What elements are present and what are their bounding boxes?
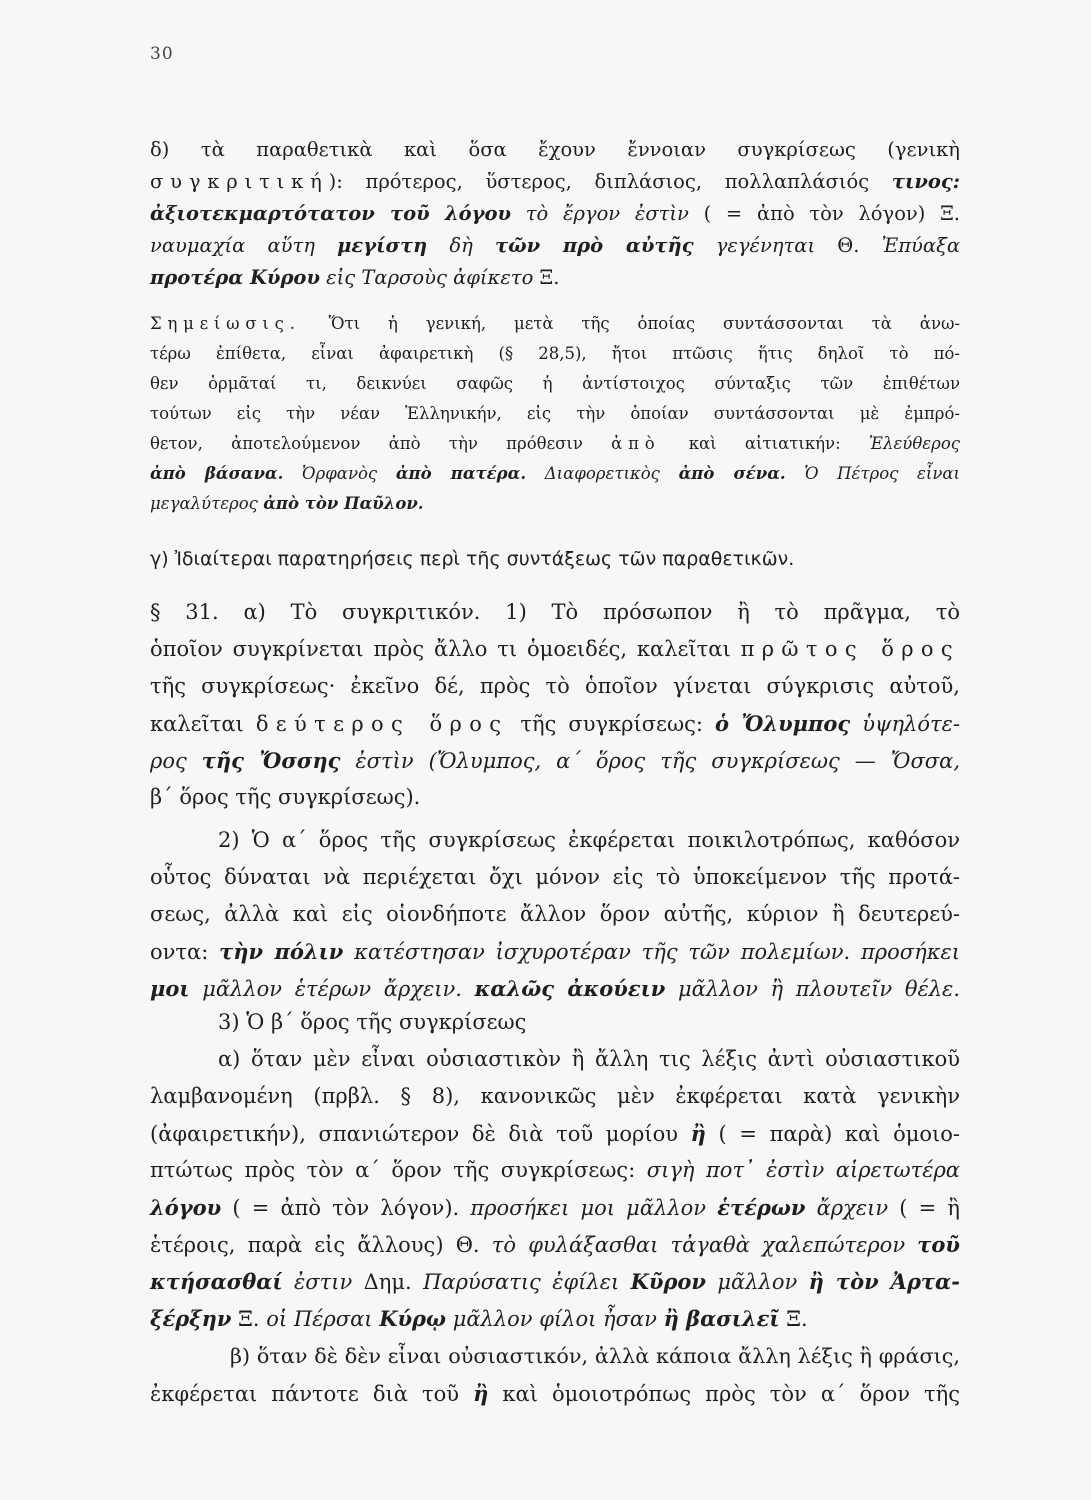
text: β) ὅταν δὲ δὲν εἶναι οὐσιαστικόν, ἀλλὰ κάποια ἄλλη λέξις ἢ φράσις, [230, 1344, 960, 1368]
note-line-7 [150, 496, 960, 513]
text: ἀπὸ [611, 434, 661, 453]
text: οντα: [150, 940, 209, 964]
sec31-line-5 [150, 750, 960, 772]
text: προτέρα Κύρου [150, 266, 320, 289]
text: ὁποῖον συγκρίνεται πρὸς ἄλλο τι ὁμοειδές, καλεῖται [150, 637, 731, 661]
text: καλεῖται [150, 712, 244, 736]
para-4-line-1 [150, 1346, 960, 1367]
text: ): πρότερος, ὕστερος, διπλάσιος, πολλαπλάσιός [328, 170, 870, 193]
note-line-4 [150, 406, 960, 423]
para-3-line-7 [150, 1234, 960, 1256]
text: τὴν πόλιν [219, 939, 344, 964]
text: ὑψηλότε- [862, 712, 960, 736]
text: Ξ. [238, 1307, 260, 1331]
text: δεύτερος ὅρος [255, 712, 509, 736]
text: (Ὄλυμπος, α΄ ὅρος τῆς συγκρίσεως — Ὄσσα, [428, 749, 960, 773]
para-3-line-9 [150, 1308, 960, 1330]
text: Δημ. [363, 1270, 412, 1294]
text: ( = ἀπὸ τὸν λόγον) Ξ. [703, 202, 961, 225]
para-2-line-4 [150, 941, 960, 963]
text: 3) Ὁ β΄ ὅρος τῆς συγκρίσεως [218, 1010, 527, 1034]
text: ( = παρὰ) καὶ ὁμοιο- [718, 1122, 960, 1146]
text: ἐκφέρεται πάντοτε διὰ τοῦ [150, 1382, 459, 1406]
text: οἱ Πέρσαι [266, 1307, 373, 1331]
para-3-line-5 [150, 1160, 960, 1181]
text: Ἐπύαξα [881, 234, 960, 257]
text: ἀπὸ πατέρα. [395, 464, 527, 483]
text: γεγένηται [715, 234, 816, 257]
text: λόγου [150, 1195, 222, 1220]
text: θετον, ἀποτελούμενον ἀπὸ τὴν πρόθεσιν [150, 434, 583, 453]
page-number: 30 [150, 44, 174, 64]
sec31-line-1 [150, 602, 960, 623]
para-d-line-3 [150, 204, 960, 224]
text: Σημείωσις. [150, 314, 301, 333]
text: ἢ [473, 1381, 489, 1406]
text: Διαφορετικὸς [544, 464, 660, 483]
text: δ) τὰ παραθετικὰ καὶ ὅσα ἔχουν ἔννοιαν συγκρίσεως (γενικὴ [150, 138, 960, 161]
sec31-line-4 [150, 713, 960, 735]
text: θεν ὁρμᾶταί τι, δεικνύει σαφῶς ἡ ἀντίστοιχος σύνταξις τῶν ἐπιθέτων [150, 374, 960, 393]
para-d-line-2 [150, 172, 960, 192]
text: Θ. [837, 234, 860, 257]
text: ( = ἀπὸ τὸν λόγον). [232, 1196, 460, 1220]
text: εἰς Ταρσοὺς ἀφίκετο [326, 266, 534, 289]
text: μεγίστη [337, 234, 428, 257]
text: μᾶλλον [717, 1270, 798, 1294]
text: ἐστὶν [355, 749, 414, 773]
text: τέρω ἐπίθετα, εἶναι ἀφαιρετικὴ (§ 28,5), ἤτοι πτῶσις ἥτις δηλοῖ τὸ πό- [150, 344, 960, 363]
para-3-line-4 [150, 1123, 960, 1145]
para-3-line-3 [150, 1086, 960, 1107]
text: ἀπὸ τὸν Παῦλον. [263, 494, 424, 513]
text: ἐστιν [293, 1270, 353, 1294]
text: Ξ. [539, 266, 560, 289]
text: λαμβανομένη (πρβλ. § 8), κανονικῶς μὲν ἐκφέρεται κατὰ γενικὴν [150, 1084, 960, 1108]
text: Ὅτι ἡ γενική, μετὰ τῆς ὁποίας συντάσσονται τὰ ἀνω- [328, 314, 961, 333]
text: σιγὴ ποτ᾽ ἐστὶν αἱρετωτέρα [646, 1158, 960, 1182]
text: τὸ ἔργον ἐστὶν [525, 202, 689, 225]
text: προσήκει μοι μᾶλλον [470, 1196, 707, 1220]
text: 1) Τὸ πρόσωπον ἢ τὸ πρᾶγμα, τὸ [505, 600, 961, 624]
text: μᾶλλον φίλοι ἦσαν [452, 1307, 657, 1331]
text: Ξ. [786, 1307, 808, 1331]
sec31-line-3 [150, 676, 960, 697]
text: ἄρχειν [816, 1196, 889, 1220]
text: ἀπὸ σένα. [678, 464, 786, 483]
text: μεγαλύτερος [150, 494, 258, 513]
text: ξέρξην [150, 1306, 232, 1331]
text: τούτων εἰς τὴν νέαν Ἑλληνικήν, εἰς τὴν ὁποίαν συντάσσονται μὲ ἐμπρό- [150, 404, 960, 423]
text: Ἐλεύθερος [868, 434, 961, 453]
text: κτήσασθαί [150, 1269, 283, 1294]
para-2-line-5 [150, 978, 960, 1000]
text: τῆς συγκρίσεως· ἐκεῖνο δέ, πρὸς τὸ ὁποῖον γίνεται σύγκρισις αὐτοῦ, [150, 674, 960, 698]
section-heading-gamma: γ) Ἰδιαίτεραι παρατηρήσεις περὶ τῆς συντάξεως τῶν παραθετικῶν. [150, 548, 795, 570]
note-line-3 [150, 376, 960, 393]
text: Ὁ Πέτρος εἶναι [804, 464, 961, 483]
text: τῶν πρὸ αὐτῆς [494, 234, 694, 257]
para-4-line-2 [150, 1383, 960, 1405]
para-3-line-8 [150, 1271, 960, 1293]
para-2-line-3 [150, 904, 960, 925]
text: ἑτέρων [717, 1195, 806, 1220]
text: 2) Ὁ α΄ ὅρος τῆς συγκρίσεως ἐκφέρεται ποικιλοτρόπως, καθόσον [218, 828, 960, 852]
para-d-line-1 [150, 140, 960, 160]
text: τοῦ [917, 1232, 960, 1257]
note-line-5 [150, 436, 960, 453]
text: Κῦρον [630, 1269, 706, 1294]
para-d-line-4 [150, 236, 960, 256]
text: Ὀρφανὸς [302, 464, 378, 483]
para-2-line-1 [150, 830, 960, 851]
text: Παρύσατις ἐφίλει [423, 1270, 620, 1294]
text: κατέστησαν ἰσχυροτέραν τῆς τῶν πολεμίων. προσήκει [354, 940, 960, 964]
para-3-line-6 [150, 1197, 960, 1219]
text: τὸ φυλάξασθαι τἀγαθὰ χαλεπώτερον [491, 1233, 906, 1257]
text: (ἀφαιρετικήν), σπανιώτερον δὲ διὰ τοῦ μορίου [150, 1122, 679, 1146]
text: σεως, ἀλλὰ καὶ εἰς οἱονδήποτε ἄλλον ὅρον αὐτῆς, κύριον ἢ δευτερεύ- [150, 902, 960, 926]
text: ἢ βασιλεῖ [663, 1306, 780, 1331]
sec31-line-2 [150, 639, 960, 660]
text: ἀξιοτεκμαρτότατον τοῦ λόγου [150, 202, 512, 225]
text: ( = ἢ [899, 1196, 960, 1220]
text: Κύρῳ [379, 1306, 446, 1331]
para-d-line-5 [150, 268, 960, 288]
text: καλῶς ἀκούειν [474, 976, 666, 1001]
sec31-line-6 [150, 787, 960, 808]
text: μᾶλλον ἑτέρων ἄρχειν. [202, 977, 462, 1001]
note-line-2 [150, 346, 960, 363]
text: μᾶλλον ἢ πλουτεῖν θέλε. [678, 977, 961, 1001]
text: β΄ ὅρος τῆς συγκρίσεως). [150, 785, 421, 809]
text: τῆς συγκρίσεως: [520, 712, 703, 736]
text: δὴ [449, 234, 473, 257]
text: καὶ ὁμοιοτρόπως πρὸς τὸν α΄ ὅρον τῆς [502, 1382, 960, 1406]
text: οὗτος δύναται νὰ περιέχεται ὄχι μόνον εἰς τὸ ὑποκείμενον τῆς προτά- [150, 865, 960, 889]
text: § 31. α) Τὸ συγκριτικόν. [150, 600, 481, 624]
para-2-line-2 [150, 867, 960, 888]
text: συγκριτική [150, 170, 329, 193]
text: ἑτέροις, παρὰ εἰς ἄλλους) Θ. [150, 1233, 480, 1257]
text: καὶ αἰτιατικήν: [688, 434, 841, 453]
text: τινος: [891, 170, 960, 193]
text: α) ὅταν μὲν εἶναι οὐσιαστικὸν ἢ ἄλλη τις λέξις ἀντὶ οὐσιαστικοῦ [218, 1047, 960, 1071]
text: ἀπὸ βάσανα. [150, 464, 284, 483]
text: πρῶτος ὅρος [740, 637, 960, 661]
note-line-6 [150, 466, 960, 483]
text: ὁ Ὄλυμπος [714, 711, 851, 736]
para-3-line-2 [150, 1049, 960, 1070]
text: ναυμαχία αὕτη [150, 234, 315, 257]
text: ρος [150, 749, 187, 773]
para-3-line-1 [150, 1012, 960, 1033]
text: τῆς Ὄσσης [201, 748, 341, 773]
text: πτώτως πρὸς τὸν α΄ ὅρον τῆς συγκρίσεως: [150, 1158, 636, 1182]
text: μοι [150, 976, 190, 1001]
note-line-1 [150, 316, 960, 333]
text: ἢ [690, 1121, 706, 1146]
text: ἢ τὸν Ἀρτα- [808, 1269, 960, 1294]
